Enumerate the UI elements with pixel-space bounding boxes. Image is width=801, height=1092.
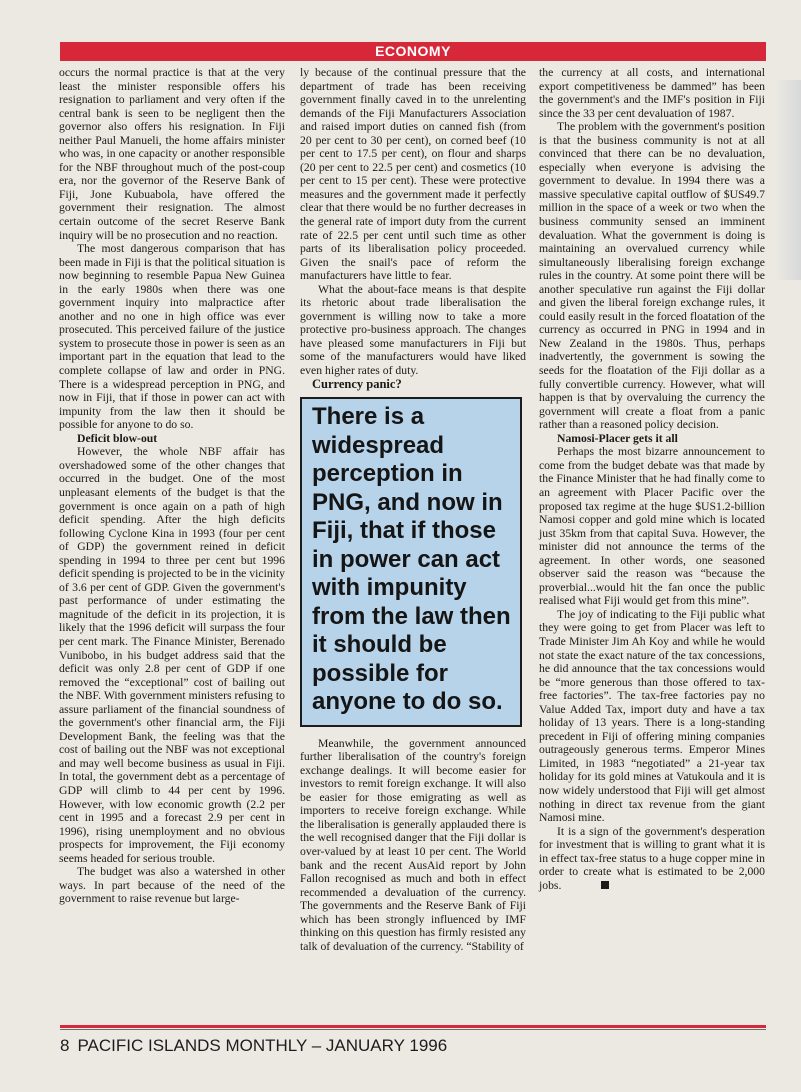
paragraph: What the about-face means is that despite its rhetoric about trade liberalisation the government is willing now to take a more protective pro-business approach. The changes have pleased some manufacturers in Fiji but some of the manufacturers would have liked even higher rates of duty. [300,282,526,378]
article-column-1 [59,66,285,906]
paragraph: Perhaps the most bizarre announcement to come from the budget debate was that made by the Finance Minister that he had finally come to an agreement with Placer Pacific over the proposed tax regime at the huge $US1.2-billion Namosi copper and gold mine which is located just 35km from that capital Suva. However, the minister did not announce the terms of the agreement. In other words, one seasoned observer said the reason was “because the proverbial...would hit the fan once the public realised what Fiji would get from this mine”. [539,445,765,608]
footer-rule-red [60,1025,766,1028]
paragraph: The problem with the government's position is that the business community is not at all convinced that there can be no devaluation, especially when everyone is advising the government to devalue. In 1994 there was a massive speculative capital outflow of $US49.7 million in the space of a week or two when the business community sensed an imminent devaluation. What the government is doing is maintaining an overvalued currency while simultaneously liberalising foreign exchange rules in the country. At some point there will be another speculative run against the Fiji dollar and given the liberal foreign exchange rules, it could easily result in the forced floatation of the currency as occurred in PNG in 1994 and in New Zealand in the 1980s. Thus, perhaps inadvertently, the government is sowing the seeds for the floatation of the Fiji dollar as a fully convertible currency. However, what will happen is that by overvaluing the currency the government will create a float from a panic rather than a reasoned policy decision. [539,120,765,432]
article-column-3 [539,66,765,892]
paragraph: The joy of indicating to the Fiji public what they were going to get from Placer was left to Trade Minister Jim Ah Koy and while he would not state the exact nature of the tax concessions, he did announce that the tax concessions would be “more generous than those offered to tax-free factories”. The tax-free factories pay no Value Added Tax, import duty and have a tax holiday of 13 years. There is a long-standing precedent in Fiji of offering mining companies outrageously generous terms. Emperor Mines Limited, in 1983 “negotiated” a 21-year tax holiday for its gold mines at Vatukoula and it is now widely understood that Fiji will get almost nothing in direct tax revenue from the giant Namosi mine. [539,607,765,825]
pull-quote: There is a widespread perception in PNG, and now in Fiji, that if those in power can act with impunity from the law then it should be possible for anyone to do so. [300,397,522,727]
end-of-article-square-icon [601,881,609,889]
subheading-namosi: Namosi-Placer gets it all [557,431,678,445]
paragraph: However, the whole NBF affair has overshadowed some of the other changes that occurred in the budget. One of the most unpleasant elements of the budget is that the government is once again on a path of high deficit spending. After the high deficits following Cyclone Kina in 1993 (four per cent of GDP) the government reined in deficit spending in 1994 to three per cent but 1996 deficit spending is projected to be in the vicinity of 3.6 per cent of GDP. Given the government's past performance of under estimating the magnitude of the deficit in its projection, it is likely that the 1996 deficit will surpass the four per cent mark. The Finance Minister, Berenado Vunibobo, in his budget address said that the deficit was only 2.8 per cent of GDP if one removed the “exceptional” cost of bailing out the NBF. With government ministers refusing to assure parliament of the financial soundness of the government's other financial arm, the Fiji Development Bank, the feeling was that the cost of bailing out the NBF was not exceptional and may well become business as usual in Fiji. In total, the government debt as a percentage of GDP will climb to 44 per cent by 1996. However, with low economic growth (2.2 per cent in 1995 and a forecast 2.9 per cent in 1996), rising unemployment and no obvious prospects for improvement, the Fiji economy seems headed for serious trouble. [59,445,285,865]
paragraph: occurs the normal practice is that at the very least the minister responsible offers his resignation to parliament and very often if the central bank is seen to be negligent then the governor also offers his resignation. In Fiji neither Paul Manueli, the home affairs minister who was, in one capacity or another responsible for the NBF throughout much of the post-coup era, nor the governor of the Reserve Bank of Fiji, Jone Kubuabola, have offered the government their resignation. The almost certain outcome of the secret Reserve Bank inquiry will be no prosecution and no reaction. [59,66,285,242]
paragraph: The budget was also a watershed in other ways. In part because of the need of the government to raise revenue but large- [59,865,285,906]
page-edge-shadow [775,80,801,280]
paragraph: the currency at all costs, and international export competitiveness be dammed” has been the government's and the IMF's position in Fiji since the 33 per cent devaluation of 1987. [539,66,765,120]
section-banner: ECONOMY [60,42,766,61]
paragraph-final [539,825,765,893]
publication-title: PACIFIC ISLANDS MONTHLY – JANUARY 1996 [77,1036,448,1055]
paragraph-text: It is a sign of the government's desperation for investment that is willing to grant what it is in effect tax-free status to a huge copper mine in order to create what is estimated to be 2,000 jobs. [539,824,765,892]
subheading-deficit: Deficit blow-out [77,431,158,445]
paragraph: The most dangerous comparison that has been made in Fiji is that the political situation is now beginning to resemble Papua New Guinea in the early 1980s when there was one government inquiry into malpractice after another and no one in high office was ever prosecuted. This perceived failure of the justice system to prosecute those in power is seen as an important part in the equation that lead to the complete collapse of law and order in PNG. There is a widespread perception in PNG, and now in Fiji, that if those in power can act with impunity from the law then it should be possible for anyone to do so. [59,242,285,432]
article-column-2 [300,66,526,953]
footer-rule [60,1029,766,1030]
subheading-currency: Currency panic? [312,376,402,391]
paragraph: ly because of the continual pressure that the department of trade has been receiving government finally caved in to the unrelenting demands of the Fiji Manufacturers Association and raised import duties on canned fish (from 20 per cent to 30 per cent), on corned beef (10 per cent to 17.5 per cent), on flour and sharps (20 per cent to 22.5 per cent) and cosmetics (10 per cent to 15 per cent). These were protective measures and the government made it perfectly clear that there would be no further decreases in the general rate of import duty from the current rate of 22.5 per cent until such time as other parts of its liberalisation policy proceeded. Given the snail's pace of reform the manufacturers have little to fear. [300,66,526,283]
page-footer [60,1036,455,1056]
page-number: 8 [60,1036,70,1055]
paragraph: Meanwhile, the government announced further liberalisation of the country's foreign exchange dealings. It will become easier for investors to remit foreign exchange. It will also be easier for those emigrating as well as importers to receive foreign exchange. While the liberalisation is generally applauded there is the well recognised danger that the Fiji dollar is over-valued by at least 10 per cent. The World bank and the recent AusAid report by John Fallon recognised as much and both in effect recommended a devaluation of the currency. The governments and the Reserve Bank of Fiji which has been strongly influenced by IMF thinking on this question has firmly resisted any talk of devaluation of the currency. “Stability of [300,736,526,953]
